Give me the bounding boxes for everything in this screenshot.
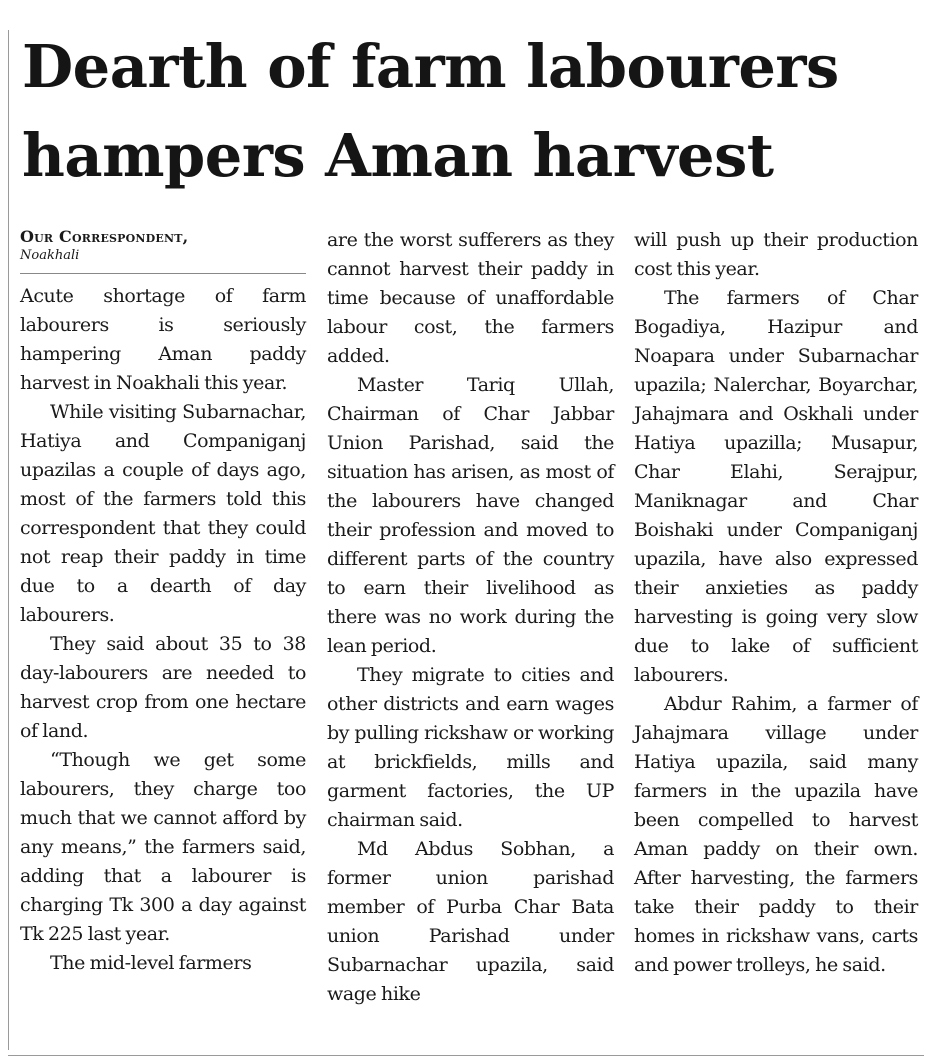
- byline-name: Our Correspondent,: [20, 227, 189, 246]
- paragraph: Acute shortage of farm labourers is seriously hampering Aman paddy harvest in Noakhali this year.: [20, 285, 306, 394]
- paragraph: They said about 35 to 38 day-labourers are needed to harvest crop from one hectare of land.: [20, 633, 306, 742]
- headline: [22, 22, 927, 200]
- paragraph: Master Tariq Ullah, Chairman of Char Jabbar Union Parishad, said the situation has arisen, as most of the labourers have changed their profession and moved to different parts of the country to earn their livelihood as there was no work during the lean period.: [327, 374, 614, 657]
- paragraph: While visiting Subarnachar, Hatiya and Companiganj upazilas a couple of days ago, most of the farmers told this correspondent that they could not reap their paddy in time due to a dearth of day labourers.: [20, 401, 306, 626]
- paragraph: “Though we get some labourers, they charge too much that we cannot afford by any means,” the farmers said, adding that a labourer is charging Tk 300 a day against Tk 225 last year.: [20, 749, 306, 945]
- article-column-2: [327, 226, 614, 1009]
- byline-place: Noakhali: [20, 248, 80, 263]
- headline-line-2: hampers Aman harvest: [22, 121, 774, 190]
- paragraph: are the worst sufferers as they cannot harvest their paddy in time because of unaffordable labour cost, the farmers added.: [327, 229, 614, 367]
- paragraph: will push up their production cost this year.: [634, 229, 918, 280]
- paragraph: Md Abdus Sobhan, a former union parishad member of Purba Char Bata union Parishad under Subarnachar upazila, said wage hike: [327, 838, 614, 1005]
- bottom-rule: [8, 1055, 924, 1056]
- headline-line-1: Dearth of farm labourers: [22, 32, 839, 101]
- byline: [20, 226, 306, 274]
- paragraph: The farmers of Char Bogadiya, Hazipur and Noapara under Subarnachar upazila; Nalerchar, Boyarchar, Jahajmara and Oskhali under Hatiya upazilla; Musapur, Char Elahi, Serajpur, Maniknagar and Char Boishaki under Companiganj upazila, have also expressed their anxieties as paddy harvesting is going very slow due to lake of sufficient labourers.: [634, 287, 918, 686]
- article-column-3: [634, 226, 918, 980]
- paragraph: Abdur Rahim, a farmer of Jahajmara village under Hatiya upazila, said many farmers in the upazila have been compelled to harvest Aman paddy on their own. After harvesting, the farmers take their paddy to their homes in rickshaw vans, carts and power trolleys, he said.: [634, 693, 918, 976]
- paragraph: They migrate to cities and other districts and earn wages by pulling rickshaw or working at brickfields, mills and garment factories, the UP chairman said.: [327, 664, 614, 831]
- article-column-1: [20, 226, 306, 978]
- column-1-body: [20, 282, 306, 978]
- paragraph: The mid-level farmers: [50, 952, 252, 974]
- left-column-rule: [8, 30, 9, 1050]
